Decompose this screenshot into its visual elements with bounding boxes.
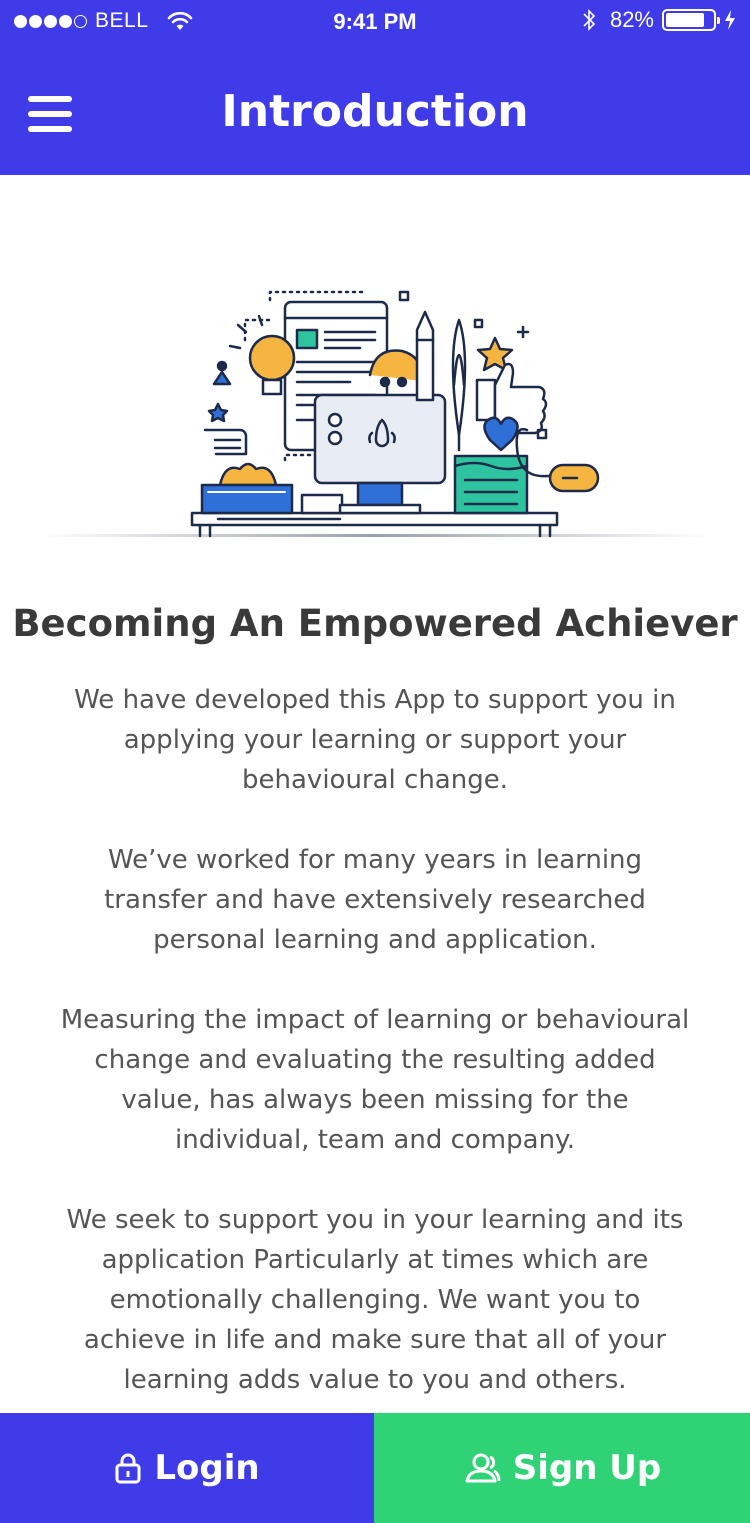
status-time: 9:41 PM	[333, 9, 417, 34]
app-header	[0, 0, 750, 175]
battery-percent: 82%	[609, 7, 654, 32]
status-bar	[0, 0, 750, 44]
signup-button[interactable]	[374, 1413, 750, 1523]
carrier-name: BELL	[95, 9, 149, 32]
battery-icon	[662, 9, 716, 31]
intro-paragraph: Measuring the impact of learning or behavioural change and evaluating the resulting added value, has always been missing for the individual, team and company.	[60, 1005, 690, 1155]
users-icon	[463, 1452, 501, 1484]
bluetooth-icon	[582, 8, 596, 32]
intro-paragraph: We seek to support you in your learning and its application Particularly at times which are emotionally challenging. We want you to achieve in life and make sure that all of your learning adds value to you and others.	[66, 1205, 684, 1395]
signup-label: Sign Up	[512, 1448, 662, 1488]
status-right	[582, 7, 736, 33]
login-label: Login	[154, 1448, 260, 1488]
intro-paragraph: We’ve worked for many years in learning transfer and have extensively researched personal learning and application.	[104, 845, 646, 955]
intro-paragraph: We have developed this App to support you in applying your learning or support your behavioural change.	[74, 685, 676, 795]
login-button[interactable]	[0, 1413, 374, 1523]
charging-bolt-icon	[724, 10, 736, 30]
page-title: Introduction	[221, 86, 529, 137]
content-title: Becoming An Empowered Achiever	[12, 602, 738, 645]
nav-bar	[0, 56, 750, 175]
learning-illustration	[40, 280, 710, 550]
bottom-action-bar	[0, 1413, 750, 1523]
content-body	[55, 680, 695, 1400]
lock-icon	[114, 1452, 142, 1484]
